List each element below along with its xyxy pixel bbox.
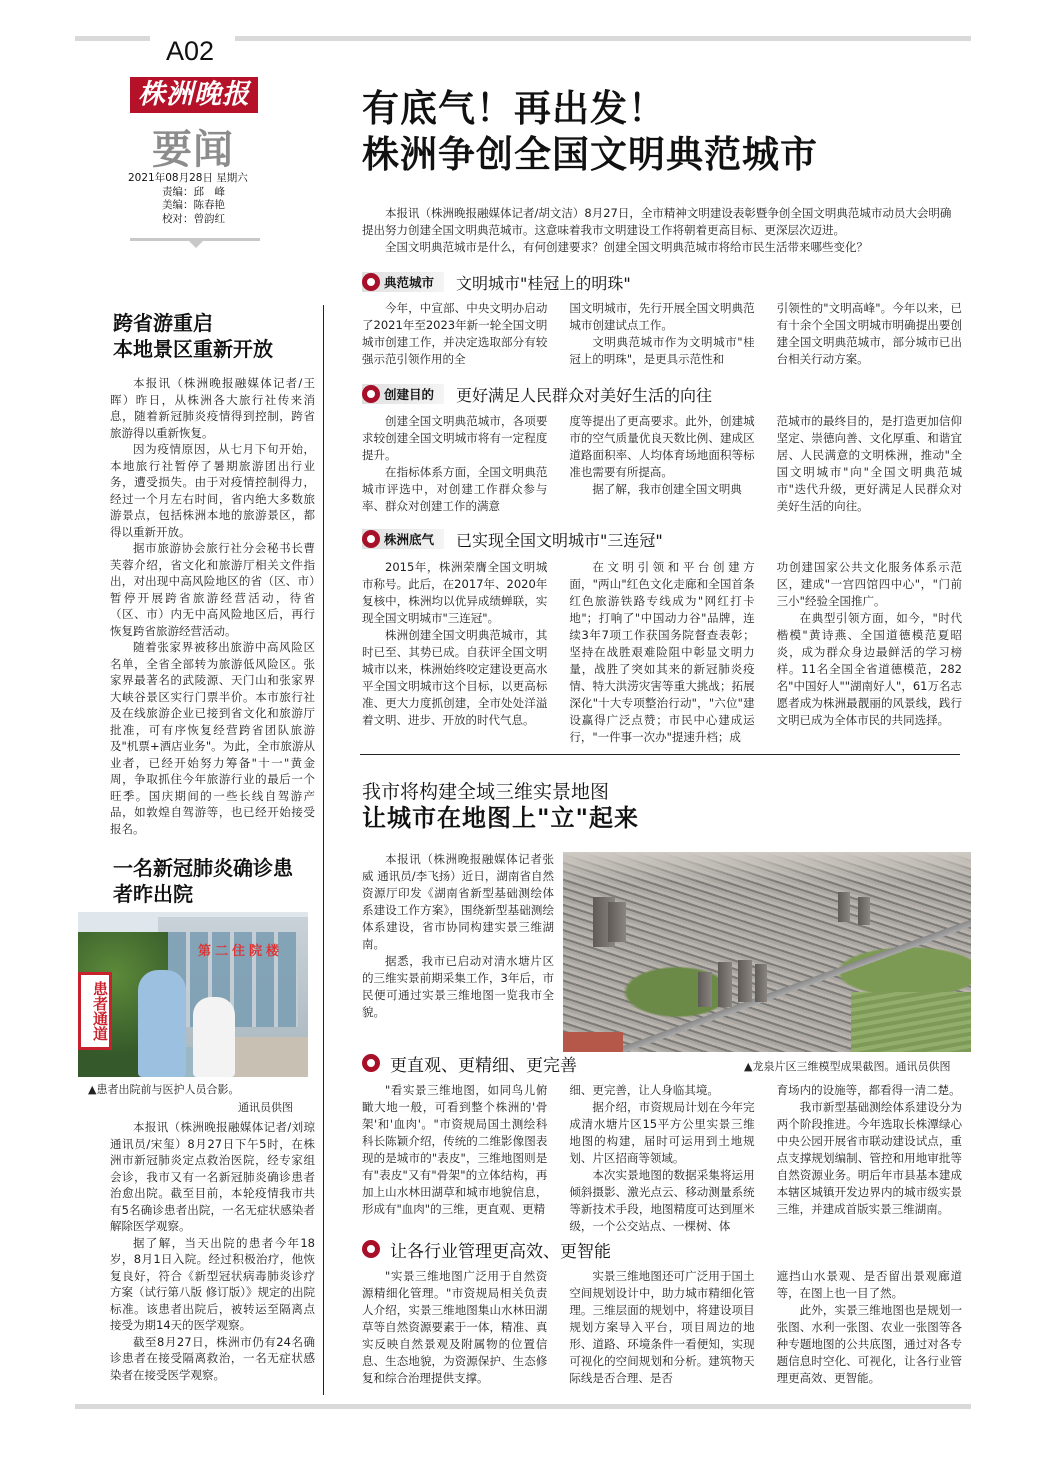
text-column [362, 1268, 547, 1387]
section-title: 让各行业管理更高效、更智能 [390, 1241, 611, 1262]
issue-meta [128, 172, 268, 226]
masthead-logo: 株洲晚报 [130, 77, 258, 113]
section-title: 文明城市"桂冠上的明珠" [456, 273, 631, 293]
text-column [362, 1082, 547, 1235]
main-lead [362, 205, 962, 256]
side-story-2-body [110, 1119, 315, 1383]
text-column [362, 559, 547, 746]
photo-nurse-figure [138, 970, 186, 1077]
paragraph: 国文明城市，先行开展全国文明典范城市创建试点工作。 [569, 301, 755, 332]
photo-patient-figure [193, 997, 235, 1077]
paragraph: 截至8月27日，株洲市仍有24名确诊患者在接受隔离救治，一名无症状感染者在接受医学观察。 [110, 1334, 315, 1382]
section-header-model-city [362, 271, 631, 293]
section-name: 要闻 [152, 126, 234, 173]
patient-discharge-photo [78, 912, 308, 1077]
paragraph: 功创建国家公共文化服务体系示范区，建成"一宫四馆四中心"，"门前三小"经验全国推广。 [776, 560, 962, 608]
text-column [777, 300, 962, 368]
ring-bullet-icon [362, 273, 380, 291]
paragraph: 2015年，株洲荣膺全国文明城市称号。此后，在2017年、2020年复核中，株洲均以优异成绩蝉联，实现全国文明城市"三连冠"。 [362, 560, 548, 625]
paragraph: 范城市的最终目的，是打造更加信仰坚定、崇德向善、文化厚重、和谐宜居、人民满意的文明株洲，推动"全国文明城市"向"全国文明典范城市"迭代升级，更好满足人民群众对美好生活的向往。 [776, 414, 962, 513]
photo-credit: 通讯员供图 [238, 1101, 293, 1114]
paragraph: 度等提出了更高要求。此外，创建城市的空气质量优良天数比例、建成区道路面积率、人均体育场地面积等标准也需要有所提高。 [569, 414, 755, 479]
section-header-intuitive [362, 1052, 577, 1074]
side-story-1-body [110, 375, 315, 837]
paragraph: 随着张家界被移出旅游中高风险区名单，全省全部转为旅游低风险区。张家界最著名的武陵源、天门山和张家界大峡谷景区实行门票半价。本市旅行社及在线旅游企业已接到省文化和旅游厅批准，可有序恢复经营跨省团队旅游及"机票+酒店业务"。为此，全市旅游从业者，已经开始努力筹备"十一"黄金周，争取抓住今年旅游行业的最后一个旺季。国庆期间的一些长线自驾游产品，如敦煌自驾游等，也已经开始接受报名。 [110, 640, 315, 836]
section-body-efficiency [362, 1268, 962, 1387]
side-story-2-title[interactable] [113, 855, 293, 907]
photo-caption: ▲患者出院前与医护人员合影。 [88, 1083, 240, 1096]
proofreader: 校对：曾韵红 [162, 212, 225, 225]
paragraph: 引领性的"文明高峰"。今年以来，已有十余个全国文明城市明确提出要创建全国文明典范城市，部分城市已出台相关行动方案。 [776, 301, 962, 366]
text-column [569, 300, 754, 368]
text-column [362, 300, 547, 368]
paragraph: "实景三维地图广泛用于自然资源精细化管理。"市资规局相关负责人介绍，实景三维地图集山水林田湖草等自然资源要素于一体，精准、真实反映自然景观及附属物的位置信息、生态地貌，为资源保护、生态修复和综合治理提供支撑。 [362, 1269, 548, 1385]
paragraph: 据了解，我市创建全国文明典 [592, 482, 742, 496]
title-line: 者昨出院 [113, 882, 193, 906]
section-header-zhuzhou-strength [362, 528, 663, 550]
story-divider [360, 754, 960, 755]
section-body-model-city [362, 300, 962, 368]
section-title: 更好满足人民群众对美好生活的向往 [456, 385, 713, 405]
section-body-intuitive [362, 1082, 962, 1235]
map-story-intro [362, 851, 554, 1021]
title-line: 本地景区重新开放 [113, 337, 273, 361]
lead-paragraph: 本报讯（株洲晚报融媒体记者/胡文洁）8月27日，全市精神文明建设表彰暨争创全国文明典范城市动员大会明确提出努力创建全国文明典范城市。这意味着我市文明建设工作将朝着更高目标、更深层次迈进。 [362, 206, 952, 237]
paragraph: 实景三维地图还可广泛用于国土空间规划设计中，助力城市精细化管理。三维层面的规划中，将建设项目规划方案导入平台，项目周边的地形、道路、环境条件一看便知，实现可视化的空间规划和分析。建筑物天际线是否合理、是否 [569, 1269, 755, 1385]
section-header-efficiency [362, 1238, 611, 1260]
issue-date: 2021年08月28日 星期六 [128, 172, 248, 184]
designer: 美编：陈春艳 [162, 199, 225, 211]
paragraph: 据市旅游协会旅行社分会秘书长曹芙蓉介绍，省文化和旅游厅相关文件指出，对出现中高风险地区的省（区、市）暂停开展跨省旅游经营活动，待省（区、市）内无中高风险地区后，再行恢复跨省旅游经营活动。 [110, 541, 315, 638]
paragraph: 创建全国文明典范城市，各项要求较创建全国文明城市将有一定程度提升。 [362, 414, 548, 462]
paragraph: 在指标体系方面，全国文明典范城市评选中，对创建工作群众参与率、群众对创建工作的满意 [362, 465, 548, 513]
paragraph: 本次实景地图的数据采集将运用倾斜摄影、激光点云、移动测量系统等新技术手段，地图精度可达到厘米级，一个公交站点、一棵树、体 [569, 1168, 755, 1233]
main-headline[interactable] [362, 86, 818, 178]
text-column [777, 1082, 962, 1235]
paragraph: 遮挡山水景观、是否留出景观廊道等，在图上也一目了然。 [776, 1269, 962, 1300]
paragraph: 据了解，当天出院的患者今年18岁，8月1日入院。经过积极治疗，他恢复良好，符合《新型冠状病毒肺炎诊疗方案（试行第八版 修订版）》规定的出院标准。该患者出院后，被转运至隔离点接受为期14天的医学观察。 [110, 1235, 315, 1332]
section-title: 更直观、更精细、更完善 [390, 1055, 577, 1076]
text-column [569, 1268, 754, 1387]
map-photo-caption: ▲龙泉片区三维模型成果截图。通讯员供图 [744, 1060, 951, 1073]
bottom-rule [75, 1404, 971, 1409]
section-tag: 株洲底气 [384, 532, 435, 547]
ring-bullet-icon [362, 385, 380, 403]
ring-bullet-icon [362, 1054, 380, 1072]
title-line: 跨省游重启 [113, 311, 213, 335]
headline-line-2: 株洲争创全国文明典范城市 [362, 133, 818, 176]
page-number: A02 [166, 36, 215, 66]
map-story-headline[interactable]: 让城市在地图上"立"起来 [362, 804, 640, 832]
ring-bullet-icon [362, 1240, 380, 1258]
title-line: 一名新冠肺炎确诊患 [113, 856, 293, 880]
text-column [362, 413, 547, 515]
aerial-3d-map-photo [563, 852, 971, 1052]
paragraph: 细、更完善，让人身临其境。 [569, 1083, 719, 1097]
paragraph: 因为疫情原因，从七月下旬开始，本地旅行社暂停了暑期旅游团出行业务，遭受损失。由于对疫情控制得力，经过一个月左右时间，省内绝大多数旅游景点，包括株洲本地的旅游景区，都得以重新开放。 [110, 442, 315, 539]
editor: 责编：邱 峰 [162, 185, 225, 198]
section-title: 已实现全国文明城市"三连冠" [456, 530, 663, 550]
paragraph: 本报讯（株洲晚报融媒体记者/刘琼 通讯员/宋玺）8月27日下午5时，在株洲市新冠肺炎定点救治医院，经专家组会诊，我市又有一名新冠肺炎确诊患者治愈出院。截至目前，本轮疫情我市共有5名确诊患者出院，一名无症状感染者解除医学观察。 [110, 1120, 315, 1233]
text-column [569, 1082, 754, 1235]
paragraph: 此外，实景三维地图也是规划一张图、水利一张图、农业一张图等各种专题地图的公共底图，通过对各专题信息时空化、可视化，让各行业管理更高效、更智能。 [776, 1303, 962, 1385]
lead-paragraph: 全国文明典范城市是什么，有何创建要求？创建全国文明典范城市将给市民生活带来哪些变化？ [385, 240, 868, 254]
top-rule-right [235, 36, 971, 41]
paragraph: 株洲创建全国文明典范城市，其时已至、其势已成。自获评全国文明城市以来，株洲始终咬定建设更高水平全国文明城市这个目标，以更高标准、更大力度抓创建，全市处处洋溢着文明、进步、开放的时代气息。 [362, 628, 548, 727]
paragraph: 据悉，我市已启动对清水塘片区的三维实景前期采集工作，3年后，市民便可通过实景三维地图一览我市全貌。 [362, 954, 554, 1019]
side-story-1-title[interactable] [113, 310, 273, 362]
text-column [569, 413, 754, 515]
paragraph: 文明典范城市作为文明城市"桂冠上的明珠"，是更具示范性和 [569, 335, 755, 366]
text-column [777, 559, 962, 746]
paragraph: 我市新型基础测绘体系建设分为两个阶段推进。今年选取长株潭绿心中央公园开展省市联动建设试点，重点支撑规划编制、管控和用地审批等自然资源业务。明后年市县基本建成本辖区城镇开发边界内的城市级实景三维，并建成首版实景三维湖南。 [776, 1100, 962, 1216]
map-story-subtitle: 我市将构建全域三维实景地图 [362, 781, 610, 803]
text-column [777, 1268, 962, 1387]
paragraph: 本报讯（株洲晚报融媒体记者张威 通讯员/李飞扬）近日，湖南省自然资源厅印发《湖南省新型基础测绘体系建设工作方案》，围绕新型基础测绘体系建设，省市协同构建实景三维湖南。 [362, 852, 554, 951]
headline-line-1: 有底气！再出发！ [362, 87, 666, 130]
paragraph: 育场内的设施等，都看得一清二楚。 [776, 1083, 961, 1097]
section-body-purpose [362, 413, 962, 515]
column-divider [323, 305, 324, 1395]
top-rule-left [75, 36, 150, 41]
photo-banner: 患者通道 [78, 972, 112, 1050]
paragraph: 在典型引领方面，如今，"时代楷模"黄诗燕、全国道德模范夏昭炎，成为群众身边最鲜活的学习榜样。11名全国全省道德模范，282名"中国好人""湖南好人"，61万名志愿者成为株洲最靓丽的风景线，践行文明已成为全体市民的共同选择。 [776, 611, 962, 727]
section-tag: 典范城市 [384, 275, 435, 290]
paragraph: 据介绍，市资规局计划在今年完成清水塘片区15平方公里实景三维地图的构建，届时可运用到土地规划、片区招商等领域。 [569, 1100, 755, 1165]
section-body-zhuzhou-strength [362, 559, 962, 746]
paragraph: 本报讯（株洲晚报融媒体记者/王晖）昨日，从株洲各大旅行社传来消息，随着新冠肺炎疫情得到控制，跨省旅游得以重新恢复。 [110, 376, 315, 440]
photo-building-sign: 第二住院楼 [198, 944, 284, 959]
text-column [569, 559, 754, 746]
paragraph: "看实景三维地图，如同鸟儿俯瞰大地一般，可看到整个株洲的'骨架'和'血肉'。"市资规局国土测绘科科长陈颖介绍，传统的二维影像图表现的是城市的"表皮"，三维地图则是有"表皮"又有"骨架"的立体结构，再加上山水林田湖草和城市地貌信息，形成有"血肉"的三维，更直观、更精 [362, 1083, 548, 1216]
paragraph: 在文明引领和平台创建方面，"两山"红色文化走廊和全国首条红色旅游铁路专线成为"网红打卡地"；打响了"中国动力谷"品牌，连续3年7项工作获国务院督查表彰；坚持在战胜艰难险阻中彰显文明力量，战胜了突如其来的新冠肺炎疫情、特大洪涝灾害等重大挑战；拓展深化"十大专项整治行动"，"六位"建设赢得广泛点赞；市民中心建成运行，"一件事一次办"提速升档；成 [569, 560, 755, 744]
ring-bullet-icon [362, 530, 380, 548]
text-column [777, 413, 962, 515]
section-header-purpose [362, 383, 712, 405]
paragraph: 今年，中宣部、中央文明办启动了2021年至2023年新一轮全国文明城市创建工作，并决定选取部分有较强示范引领作用的全 [362, 301, 548, 366]
section-tag: 创建目的 [384, 387, 435, 402]
chevron-down-icon [188, 240, 204, 248]
